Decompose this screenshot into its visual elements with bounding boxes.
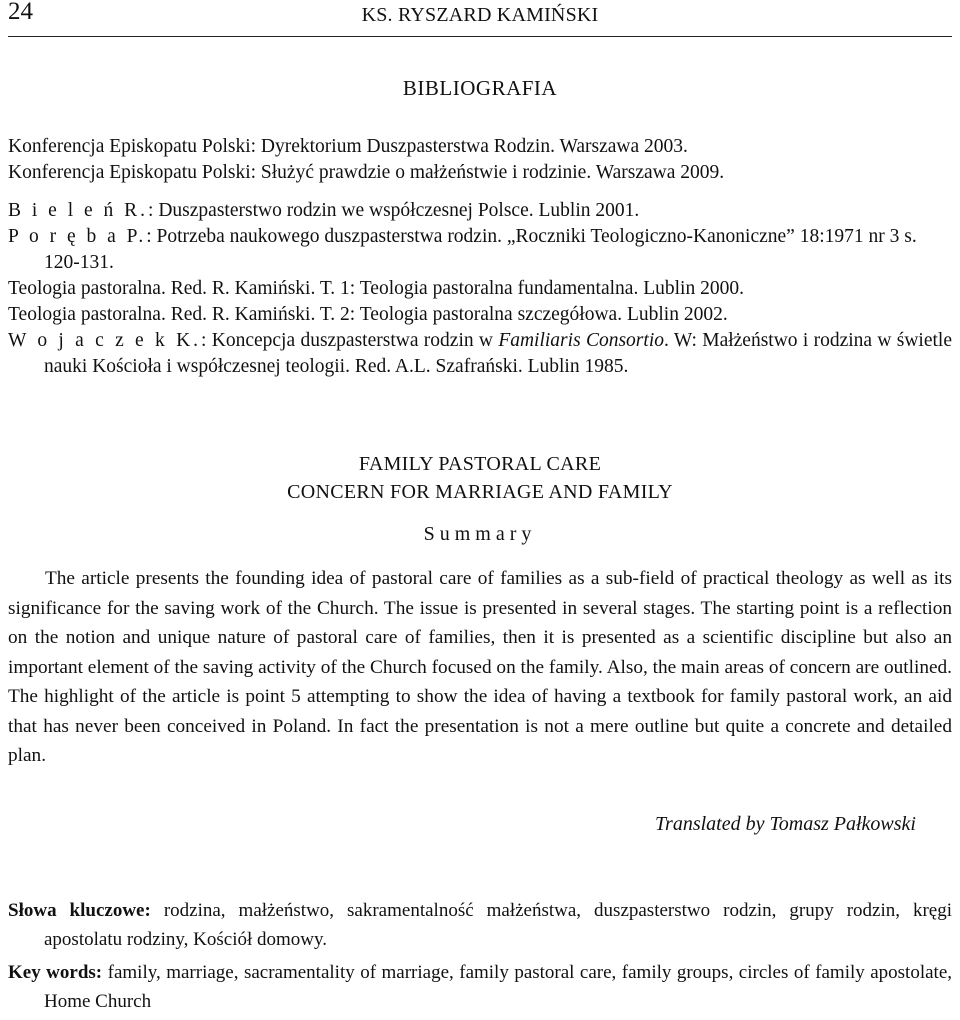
bib-entry: Konferencja Episkopatu Polski: Służyć prawdzie o małżeństwie i rodzinie. Warszawa 2009. [8,162,725,183]
bib-entry: W o j a c z e k K.: Koncepcja duszpasterstwa rodzin w Familiaris Consortio. W: Małżeństwo i rodzina w świetle nauki Kościoła i współczesnej teologii. Red. A.L. Szafrański. Lublin 1985. [8,330,952,377]
keywords-english: Key words: family, marriage, sacramentality of marriage, family pastoral care, family groups, circles of family apostolate, Home Church [8,962,953,1012]
bib-entry: Teologia pastoralna. Red. R. Kamiński. T. 2: Teologia pastoralna szczegółowa. Lublin 2002. [8,304,728,325]
summary-title-line-2: CONCERN FOR MARRIAGE AND FAMILY [287,481,673,503]
keywords-english-label: Key words: [8,962,103,983]
bib-author: W o j a c z e k K. [8,330,202,351]
running-head: KS. RYSZARD KAMIŃSKI [361,4,599,26]
abstract-paragraph: The article presents the founding idea of pastoral care of families as a sub-field of practical theology as well as its significance for the saving work of the Church. The issue is presented in several stages. The starting point is a reflection on the notion and unique nature of pastoral care of families, then it is presented as a scientific discipline but also an important element of the saving activity of the Church focused on the family. Also, the main areas of concern are outlined. The highlight of the article is point 5 attempting to show the idea of having a textbook for family pastoral work, an aid that has never been conceived in Poland. In fact the presentation is not a mere outline but quite a concrete and detailed plan. [8,568,952,766]
bib-entry: Konferencja Episkopatu Polski: Dyrektorium Duszpasterstwa Rodzin. Warszawa 2003. [8,136,688,157]
summary-heading: Summary [423,523,537,545]
keywords-block [8,896,952,1020]
page-number: 24 [8,0,33,25]
header-rule [8,36,952,37]
keywords-polish: Słowa kluczowe: rodzina, małżeństwo, sakramentalność małżeństwa, duszpasterstwo rodzin, grupy rodzin, kręgi apostolatu rodziny, Kościół domowy. [8,900,953,950]
bibliography-list [8,134,952,380]
bib-entry: B i e l e ń R.: Duszpasterstwo rodzin we współczesnej Polsce. Lublin 2001. [8,200,640,221]
abstract [8,564,952,771]
keywords-polish-label: Słowa kluczowe: [8,900,151,921]
bib-entry: P o r ę b a P.: Potrzeba naukowego duszpasterstwa rodzin. „Roczniki Teologiczno-Kanoniczne” 18:1971 nr 3 s. 120-131. [8,226,917,273]
translator-credit: Translated by Tomasz Pałkowski [655,813,916,835]
summary-title-line-1: FAMILY PASTORAL CARE [358,453,602,475]
page-header [8,0,952,36]
bib-author: P o r ę b a P. [8,226,147,247]
bib-entry: Teologia pastoralna. Red. R. Kamiński. T. 1: Teologia pastoralna fundamentalna. Lublin 2000. [8,278,744,299]
bib-author: B i e l e ń R. [8,200,149,221]
bib-italic-title: Familiaris Consortio [498,330,664,351]
bibliography-title: BIBLIOGRAFIA [402,76,558,100]
summary-title [0,450,960,506]
